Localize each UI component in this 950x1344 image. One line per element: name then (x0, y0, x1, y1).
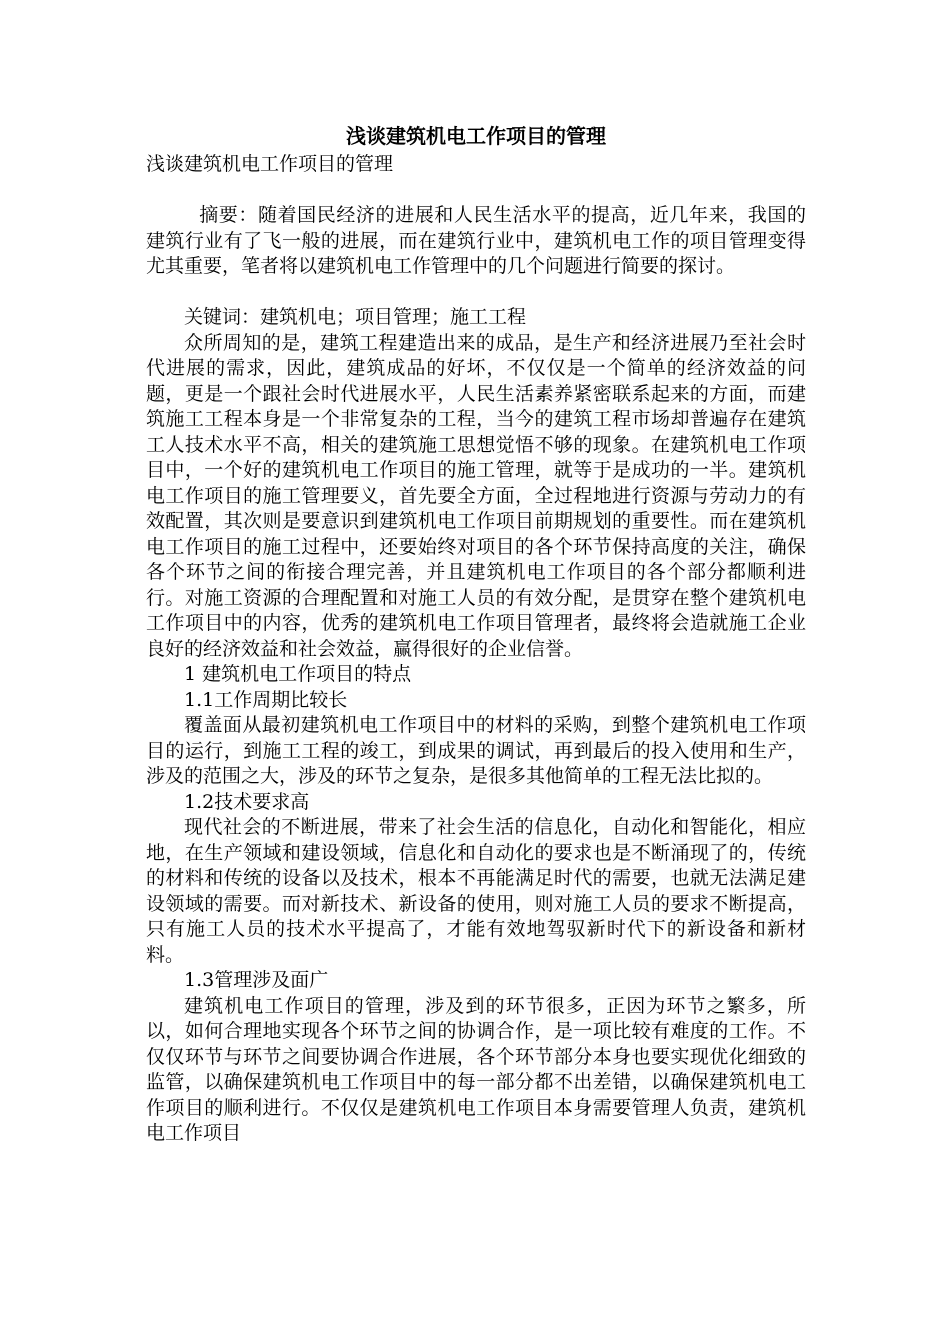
intro-paragraph: 众所周知的是，建筑工程建造出来的成品，是生产和经济进展乃至社会时代进展的需求，因此，建筑成品的好坏，不仅仅是一个简单的经济效益的问题，更是一个跟社会时代进展水平，人民生活素养紧密联系起来的方面，而建筑施工工程本身是一个非常复杂的工程，当今的建筑工程市场却普遍存在建筑工人技术水平不高，相关的建筑施工思想觉悟不够的现象。在建筑机电工作项目中，一个好的建筑机电工作项目的施工管理，就等于是成功的一半。建筑机电工作项目的施工管理要义，首先要全方面，全过程地进行资源与劳动力的有效配置，其次则是要意识到建筑机电工作项目前期规划的重要性。而在建筑机电工作项目的施工过程中，还要始终对项目的各个环节保持高度的关注，确保各个环节之间的衔接合理完善，并且建筑机电工作项目的各个部分都顺利进行。对施工资源的合理配置和对施工人员的有效分配，是贯穿在整个建筑机电工作项目中的内容，优秀的建筑机电工作项目管理者，最终将会造就施工企业良好的经济效益和社会效益，赢得很好的企业信誉。 (146, 331, 806, 660)
document-subtitle: 浅谈建筑机电工作项目的管理 (146, 153, 394, 175)
document-title: 浅谈建筑机电工作项目的管理 (346, 124, 606, 148)
section-heading-1-3: 1.3管理涉及面广 (184, 969, 329, 991)
section-heading-1-1: 1.1工作周期比较长 (184, 688, 348, 711)
paragraph-1-3: 建筑机电工作项目的管理，涉及到的环节很多，正因为环节之繁多，所以，如何合理地实现各个环节之间的协调合作，是一项比较有难度的工作。不仅仅环节与环节之间要协调合作进展，各个环节部分本身也要实现优化细致的监管，以确保建筑机电工作项目中的每一部分都不出差错，以确保建筑机电工作项目的顺利进行。不仅仅是建筑机电工作项目本身需要管理人负责，建筑机电工作项目 (146, 994, 806, 1144)
blank-line (146, 178, 806, 204)
document-page (146, 122, 806, 1147)
abstract-paragraph: 摘要：随着国民经济的进展和人民生活水平的提高，近几年来，我国的建筑行业有了飞一般的进展，而在建筑行业中，建筑机电工作的项目管理变得尤其重要，笔者将以建筑机电工作管理中的几个问题进行简要的探讨。 (146, 204, 806, 277)
paragraph-1-1: 覆盖面从最初建筑机电工作项目中的材料的采购，到整个建筑机电工作项目的运行，到施工工程的竣工，到成果的调试，再到最后的投入使用和生产，涉及的范围之大，涉及的环节之复杂，是很多其他简单的工程无法比拟的。 (146, 714, 806, 787)
paragraph-1-2: 现代社会的不断进展，带来了社会生活的信息化，自动化和智能化，相应地，在生产领域和建设领域，信息化和自动化的要求也是不断涌现了的，传统的材料和传统的设备以及技术，根本不再能满足时代的需要，也就无法满足建设领域的需要。而对新技术、新设备的使用，则对施工人员的要求不断提高，只有施工人员的技术水平提高了，才能有效地驾驭新时代下的新设备和新材料。 (146, 816, 806, 966)
blank-line (146, 280, 806, 306)
section-heading-1: 1 建筑机电工作项目的特点 (184, 663, 412, 685)
keywords-line: 关键词：建筑机电；项目管理；施工工程 (184, 306, 527, 328)
section-heading-1-2: 1.2技术要求高 (184, 790, 310, 813)
